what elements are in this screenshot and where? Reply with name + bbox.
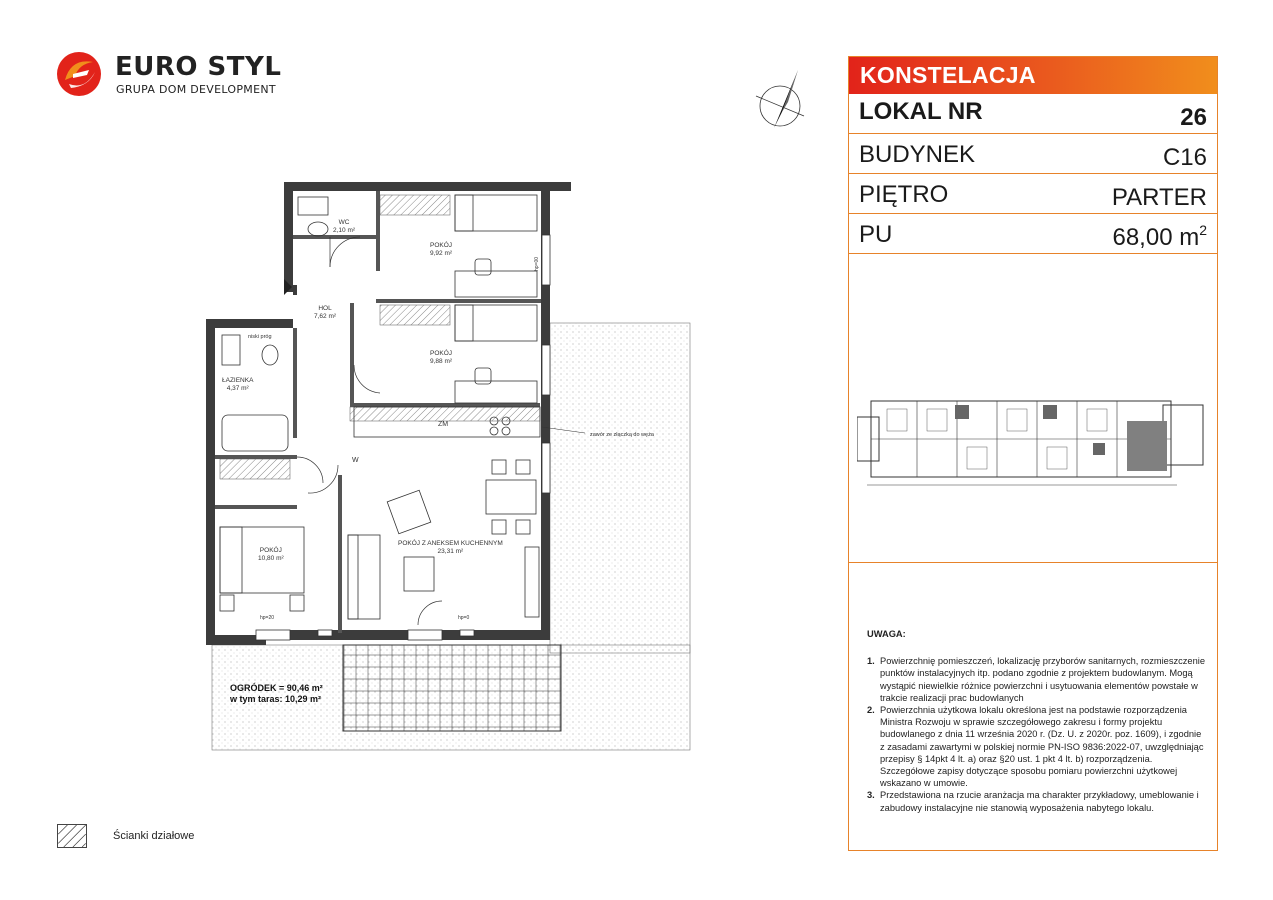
room-area: 23,31 m²: [437, 548, 464, 555]
brand-logo: [55, 50, 285, 102]
note-item: [867, 789, 1207, 813]
row-pietro: [849, 174, 1217, 214]
room-area: 4,37 m²: [226, 385, 249, 392]
window-sill-height: hp=0: [458, 615, 470, 621]
washing-machine-mark: ZM: [438, 421, 449, 428]
floor-plan-drawing: [200, 175, 700, 765]
room-bedroom2-label: [430, 350, 452, 366]
room-area: 10,80 m²: [258, 555, 284, 562]
room-bedroom1-label: [430, 242, 452, 258]
room-bathroom-label: [222, 377, 253, 393]
row-value: PARTER: [1111, 184, 1207, 211]
floor-plan: [200, 175, 700, 765]
eurostyl-logo-icon: [55, 50, 103, 98]
row-label: BUDYNEK: [859, 141, 976, 168]
window-sill-height: hp=00: [534, 256, 541, 272]
note-text: Przedstawiona na rzucie aranżacja ma charakter przykładowy, umeblowanie i zabudowy instalacyjne nie stanowią wyposażenia nabytego lokalu.: [880, 790, 1199, 813]
note-text: Powierzchnię pomieszczeń, lokalizację przyborów sanitarnych, rozmieszczenie punktów instalacyjnych itp. podano zgodnie z projektem budowlanym. Mogą wystąpić niewielkie różnice powierzchni i usytuowania elementów powstałe w trakcie realizacji prac budowlanych: [880, 656, 1206, 703]
notes-title: UWAGA:: [867, 629, 906, 639]
room-area: 9,92 m²: [430, 250, 453, 257]
room-name: ŁAZIENKA: [222, 377, 254, 384]
garden-area: OGRÓDEK = 90,46 m²: [230, 683, 323, 693]
notes-divider: [849, 562, 1217, 563]
valve-note: zawór ze złączką do węża: [590, 432, 654, 438]
room-name: HOL: [318, 305, 332, 312]
north-arrow-icon: [752, 66, 814, 146]
note-item: [867, 655, 1207, 704]
row-label: PU: [859, 221, 893, 248]
room-area: 9,88 m²: [430, 358, 453, 365]
room-name: POKÓJ: [430, 242, 453, 249]
row-value: C16: [1162, 144, 1207, 171]
room-hall-label: [314, 305, 336, 321]
brand-name: EURO STYL: [115, 52, 282, 82]
room-bedroom3-label: [258, 547, 284, 563]
legend-label: Ścianki działowe: [113, 830, 195, 842]
row-label: PIĘTRO: [859, 181, 949, 208]
partition-wall-legend-icon: [57, 824, 87, 848]
low-threshold-mark: niski próg: [248, 334, 272, 340]
room-name: POKÓJ: [430, 350, 453, 357]
terrace-area: w tym taras: 10,29 m²: [230, 694, 322, 704]
apartment-info-panel: [848, 56, 1218, 851]
room-wc-label: [333, 219, 355, 235]
garden-area-label: [230, 683, 323, 705]
window-sill-height: hp=20: [260, 615, 275, 621]
area-unit-exponent: 2: [1199, 222, 1207, 238]
room-area: 2,10 m²: [333, 227, 356, 234]
note-item: [867, 704, 1207, 789]
room-living-label: [398, 540, 503, 556]
room-name: POKÓJ: [259, 547, 282, 554]
note-number: 1.: [867, 656, 875, 667]
row-pu: [849, 214, 1217, 254]
room-name: POKÓJ Z ANEKSEM KUCHENNYM: [398, 540, 503, 547]
water-mark: W: [352, 457, 359, 464]
note-number: 2.: [867, 705, 875, 716]
notes-list: [867, 655, 1207, 814]
building-key-plan: [857, 395, 1209, 495]
row-value: [1112, 224, 1207, 252]
note-number: 3.: [867, 790, 875, 801]
notes-section: [867, 628, 1207, 814]
room-name: WC: [338, 219, 350, 226]
row-lokal: [849, 94, 1217, 134]
note-text: Powierzchnia użytkowa lokalu określona jest na podstawie rozporządzenia Ministra Rozwoju w sprawie szczegółowego zakresu i formy projektu budowlanego z dnia 11 września 2020 r. (Dz. U. z 2020r. poz. 1609), i zgodnie z zasadami zawartymi w polskiej normie PN-ISO 9836:2022-07, uwzględniając przepisy § 14pkt 4 lt. a) oraz §20 ust. 1 pkt 4 lt. b) rozporządzenia. Szczegółowe zapisy dotyczące sposobu pomiaru powierzchni użytkowej wskazano w umowie.: [880, 705, 1204, 789]
area-value: 68,00 m: [1112, 224, 1200, 251]
brand-tagline: GRUPA DOM DEVELOPMENT: [116, 83, 276, 96]
project-title: KONSTELACJA: [849, 57, 1217, 94]
row-budynek: [849, 134, 1217, 174]
room-area: 7,62 m²: [314, 313, 337, 320]
row-value: 26: [1180, 104, 1207, 131]
row-label: LOKAL NR: [859, 98, 983, 125]
